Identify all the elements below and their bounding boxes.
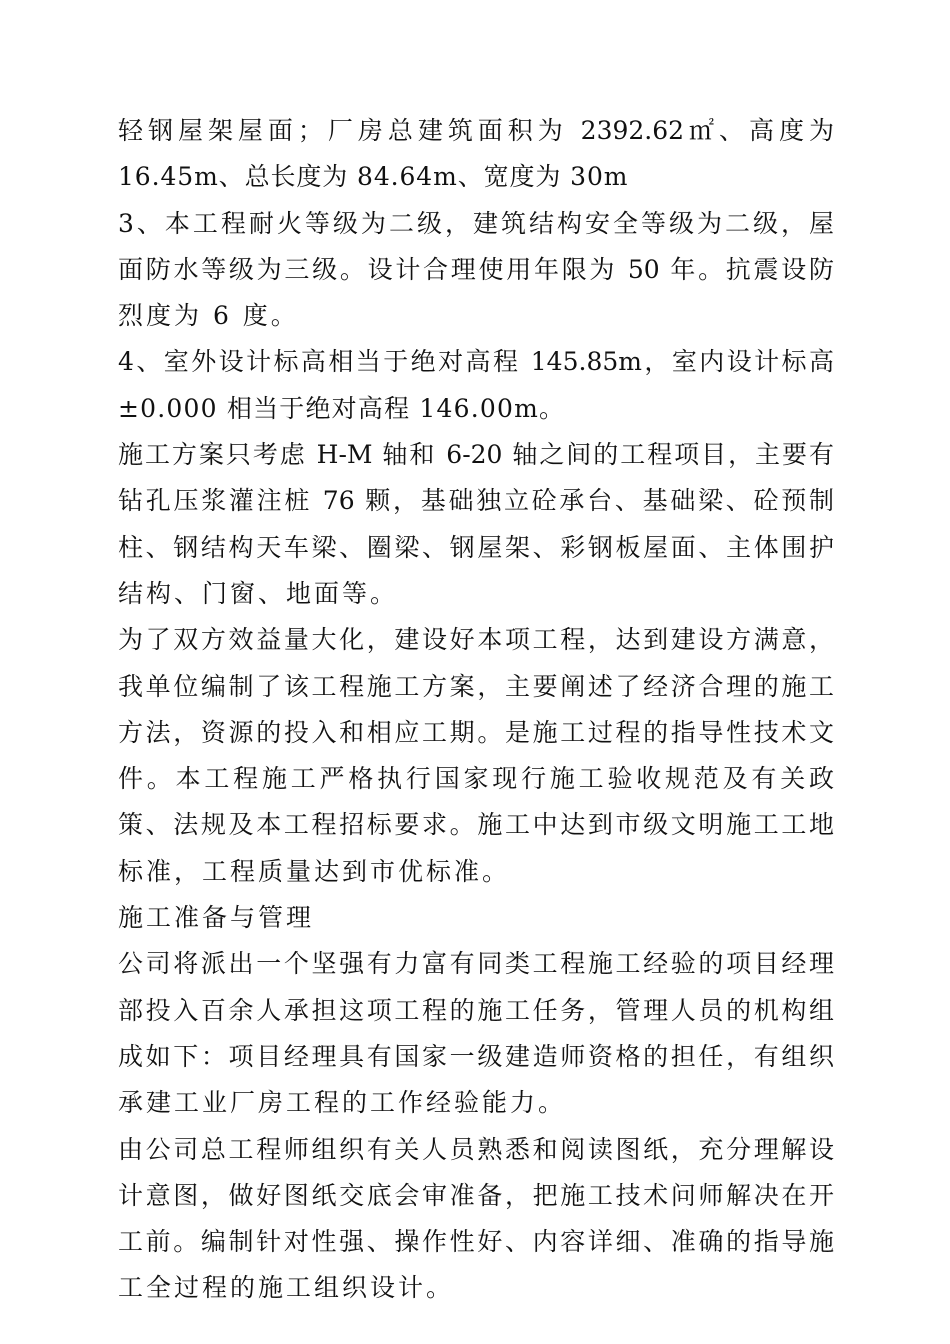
text-line: 方法，资源的投入和相应工期。是施工过程的指导性技术文: [118, 717, 834, 747]
text-line: 我单位编制了该工程施工方案，主要阐述了经济合理的施工: [118, 671, 834, 701]
text-line: 施工方案只考虑 H-M 轴和 6-20 轴之间的工程项目，主要有: [118, 440, 834, 470]
text-line: 件。本工程施工严格执行国家现行施工验收规范及有关政: [118, 764, 834, 794]
text-line: 面防水等级为三级。设计合理使用年限为 50 年。抗震设防: [118, 254, 834, 284]
text-line: 钻孔压浆灌注桩 76 颗，基础独立砼承台、基础梁、砼预制: [118, 486, 834, 516]
text-line: 成如下：项目经理具有国家一级建造师资格的担任，有组织: [118, 1041, 834, 1071]
document-body: [118, 108, 834, 1312]
text-line: 公司将派出一个坚强有力富有同类工程施工经验的项目经理: [118, 949, 834, 979]
text-line: 部投入百余人承担这项工程的施工任务，管理人员的机构组: [118, 995, 834, 1025]
text-line: 工全过程的施工组织设计。: [118, 1273, 455, 1303]
text-line: 4、室外设计标高相当于绝对高程 145.85m，室内设计标高: [118, 347, 834, 377]
text-line: 工前。编制针对性强、操作性好、内容详细、准确的指导施: [118, 1227, 834, 1257]
text-line: 结构、门窗、地面等。: [118, 578, 399, 608]
text-line: 轻钢屋架屋面；厂房总建筑面积为 2392.62㎡、高度为: [118, 116, 834, 145]
text-line: 策、法规及本工程招标要求。施工中达到市级文明施工工地: [118, 810, 834, 840]
text-line: 16.45m、总长度为 84.64m、宽度为 30m: [118, 162, 629, 192]
text-line: 为了双方效益量大化，建设好本项工程，达到建设方满意，: [118, 625, 834, 655]
text-line: 烈度为 6 度。: [118, 301, 299, 331]
text-line: ±0.000 相当于绝对高程 146.00m。: [118, 393, 566, 423]
text-line: 承建工业厂房工程的工作经验能力。: [118, 1088, 567, 1118]
text-line: 柱、钢结构天车梁、圈梁、钢屋架、彩钢板屋面、主体围护: [118, 532, 834, 562]
text-line: 计意图，做好图纸交底会审准备，把施工技术问师解决在开: [118, 1180, 834, 1210]
text-line: 由公司总工程师组织有关人员熟悉和阅读图纸，充分理解设: [118, 1134, 834, 1164]
text-line: 标准，工程质量达到市优标准。: [118, 856, 511, 886]
text-line: 3、本工程耐火等级为二级，建筑结构安全等级为二级，屋: [118, 208, 834, 238]
section-heading: 施工准备与管理: [118, 903, 315, 933]
